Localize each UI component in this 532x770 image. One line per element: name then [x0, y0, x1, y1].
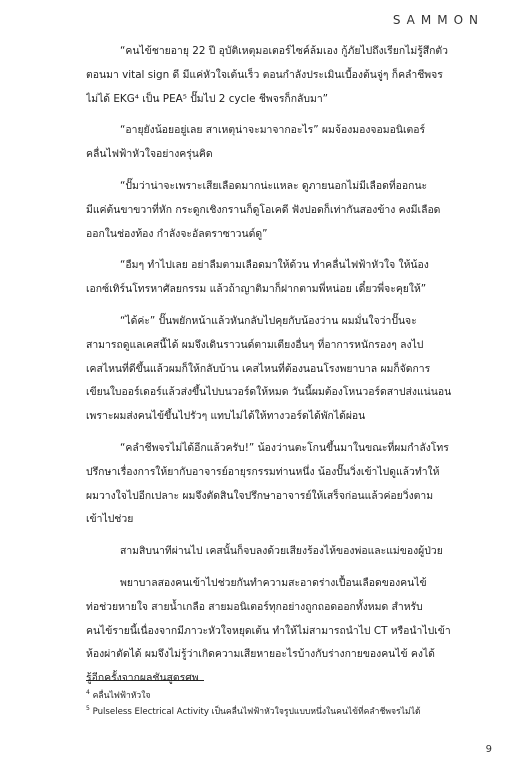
text-line: คนไข้รายนี้เนื่องจากมีภาวะหัวใจหยุดเต้น ทำให้ไม่สามารถนำไป CT หรือนำไปเข้า: [86, 624, 451, 637]
text-line: เพราะผมส่งคนไข้ขึ้นไปรัวๆ แทบไม่ได้ให้ทางวอร์ดได้พักได้ผ่อน: [86, 410, 366, 423]
text-line: เขียนใบออร์เดอร์แล้วส่งขึ้นไปบนวอร์ดให้หมด วันนี้ผมต้องโหนวอร์ดสาปส่งแน่นอน: [86, 386, 452, 399]
paragraph: [86, 540, 476, 564]
text-line: “อายุยังน้อยอยู่เลย สาเหตุน่าจะมาจากอะไร” ผมจ้องมองจอมอนิเตอร์: [120, 124, 426, 137]
text-line: ปรึกษาเรื่องการให้ยากับอาจารย์อายุรกรรมท่านหนึ่ง น้องปั๊นวิ่งเข้าไปดูแล้วทำให้: [86, 465, 440, 478]
text-line: ผมวางใจไปอีกเปลาะ ผมจึงตัดสินใจปรึกษาอาจารย์ให้เสร็จก่อนแล้วค่อยวิ่งตาม: [86, 489, 434, 502]
text-line: ออกในช่องท้อง กำลังจะอัลตราซาวนด์ดู”: [86, 227, 268, 240]
text-line: ไม่ได้ EKG⁴ เป็น PEA⁵ ปั๊มไป 2 cycle ชีพจรก็กลับมา”: [86, 92, 329, 105]
page-number: 9: [485, 744, 492, 755]
text-line: “อืมๆ ทำไปเลย อย่าลืมตามเลือดมาให้ด้วน ทำคลื่นไฟฟ้าหัวใจ ให้น้อง: [120, 259, 429, 272]
paragraph: [86, 175, 476, 246]
text-line: มีแค่ต้นขาขวาที่หัก กระดูกเชิงกรานก็ดูโอเคดี ฟังปอดก็เท่ากันสองข้าง คงมีเลือด: [86, 203, 441, 216]
text-line: “คลำชีพจรไม่ได้อีกแล้วครับ!” น้องว่านตะโกนขึ้นมาในขณะที่ผมกำลังโทร: [120, 441, 449, 454]
footnote: [86, 704, 486, 720]
footnote-divider: [86, 680, 204, 681]
text-line: เคสไหนที่ดีขึ้นแล้วผมก็ให้กลับบ้าน เคสไหนที่ต้องนอนโรงพยาบาล ผมก็จัดการ: [86, 362, 431, 375]
footnote-text: คลื่นไฟฟ้าหัวใจ: [92, 691, 151, 701]
footnote-text: Pulseless Electrical Activity เป็นคลื่นไฟฟ้าหัวใจรูปแบบหนึ่งในคนไข้ที่คลำชีพจรไม่ได้: [92, 707, 421, 717]
text-line: ท่อช่วยหายใจ สายน้ำเกลือ สายมอนิเตอร์ทุกอย่างถูกถอดออกทั้งหมด สำหรับ: [86, 600, 423, 613]
footnote: [86, 688, 486, 704]
text-line: เข้าไปช่วย: [86, 513, 134, 526]
text-line: “ได้ค่ะ” ปั๊นพยักหน้าแล้วหันกลับไปคุยกับน้องว่าน ผมมั่นใจว่าปั๊นจะ: [120, 314, 417, 327]
text-line: “ปั๊มว่าน่าจะเพราะเสียเลือดมากน่ะแหละ ดูภายนอกไม่มีเลือดที่ออกนะ: [120, 179, 428, 192]
text-line: เอกซ์เทิร์นโทรหาศัลยกรรม แล้วถ้าญาติมาก็ฝากตามพี่หน่อย เดี๋ยวพี่จะคุยให้”: [86, 283, 427, 296]
text-line: พยาบาลสองคนเข้าไปช่วยกันทำความสะอาดร่างเปื้อนเลือดของคนไข้: [120, 576, 427, 589]
footnote-marker: 5: [86, 705, 90, 713]
paragraph: [86, 40, 476, 111]
text-line: สามสิบนาทีผ่านไป เคสนั้นก็จบลงด้วยเสียงร้องไห้ของพ่อและแม่ของผู้ป่วย: [120, 545, 443, 558]
footnote-marker: 4: [86, 689, 90, 697]
body-text: [86, 40, 476, 699]
paragraph: [86, 572, 476, 691]
text-line: รู้อีกครั้งจากผลชันสูตรศพ: [86, 672, 199, 685]
text-line: สามารถดูแลเคสนี้ได้ ผมจึงเดินราวนด์ตามเตียงอื่นๆ ที่อาการหนักรองๆ ลงไป: [86, 338, 424, 351]
paragraph: [86, 437, 476, 532]
text-line: ห้องผ่าตัดได้ ผมจึงไม่รู้ว่าเกิดความเสียหายอะไรบ้างกับร่างกายของคนไข้ คงได้: [86, 648, 435, 661]
text-line: “คนไข้ชายอายุ 22 ปี อุบัติเหตุมอเตอร์ไซค์ล้มเอง กู้ภัยไปถึงเรียกไม่รู้สึกตัว: [120, 45, 448, 57]
paragraph: [86, 119, 476, 167]
footnotes: [86, 688, 486, 720]
running-header: SAMMON: [392, 13, 484, 27]
text-line: ตอนมา vital sign ดี มีแค่หัวใจเต้นเร็ว ตอนกำลังประเมินเบื้องต้นจู่ๆ ก็คลำชีพจร: [86, 68, 443, 81]
text-line: คลื่นไฟฟ้าหัวใจอย่างครุ่นคิด: [86, 148, 213, 161]
paragraph: [86, 254, 476, 302]
paragraph: [86, 310, 476, 429]
